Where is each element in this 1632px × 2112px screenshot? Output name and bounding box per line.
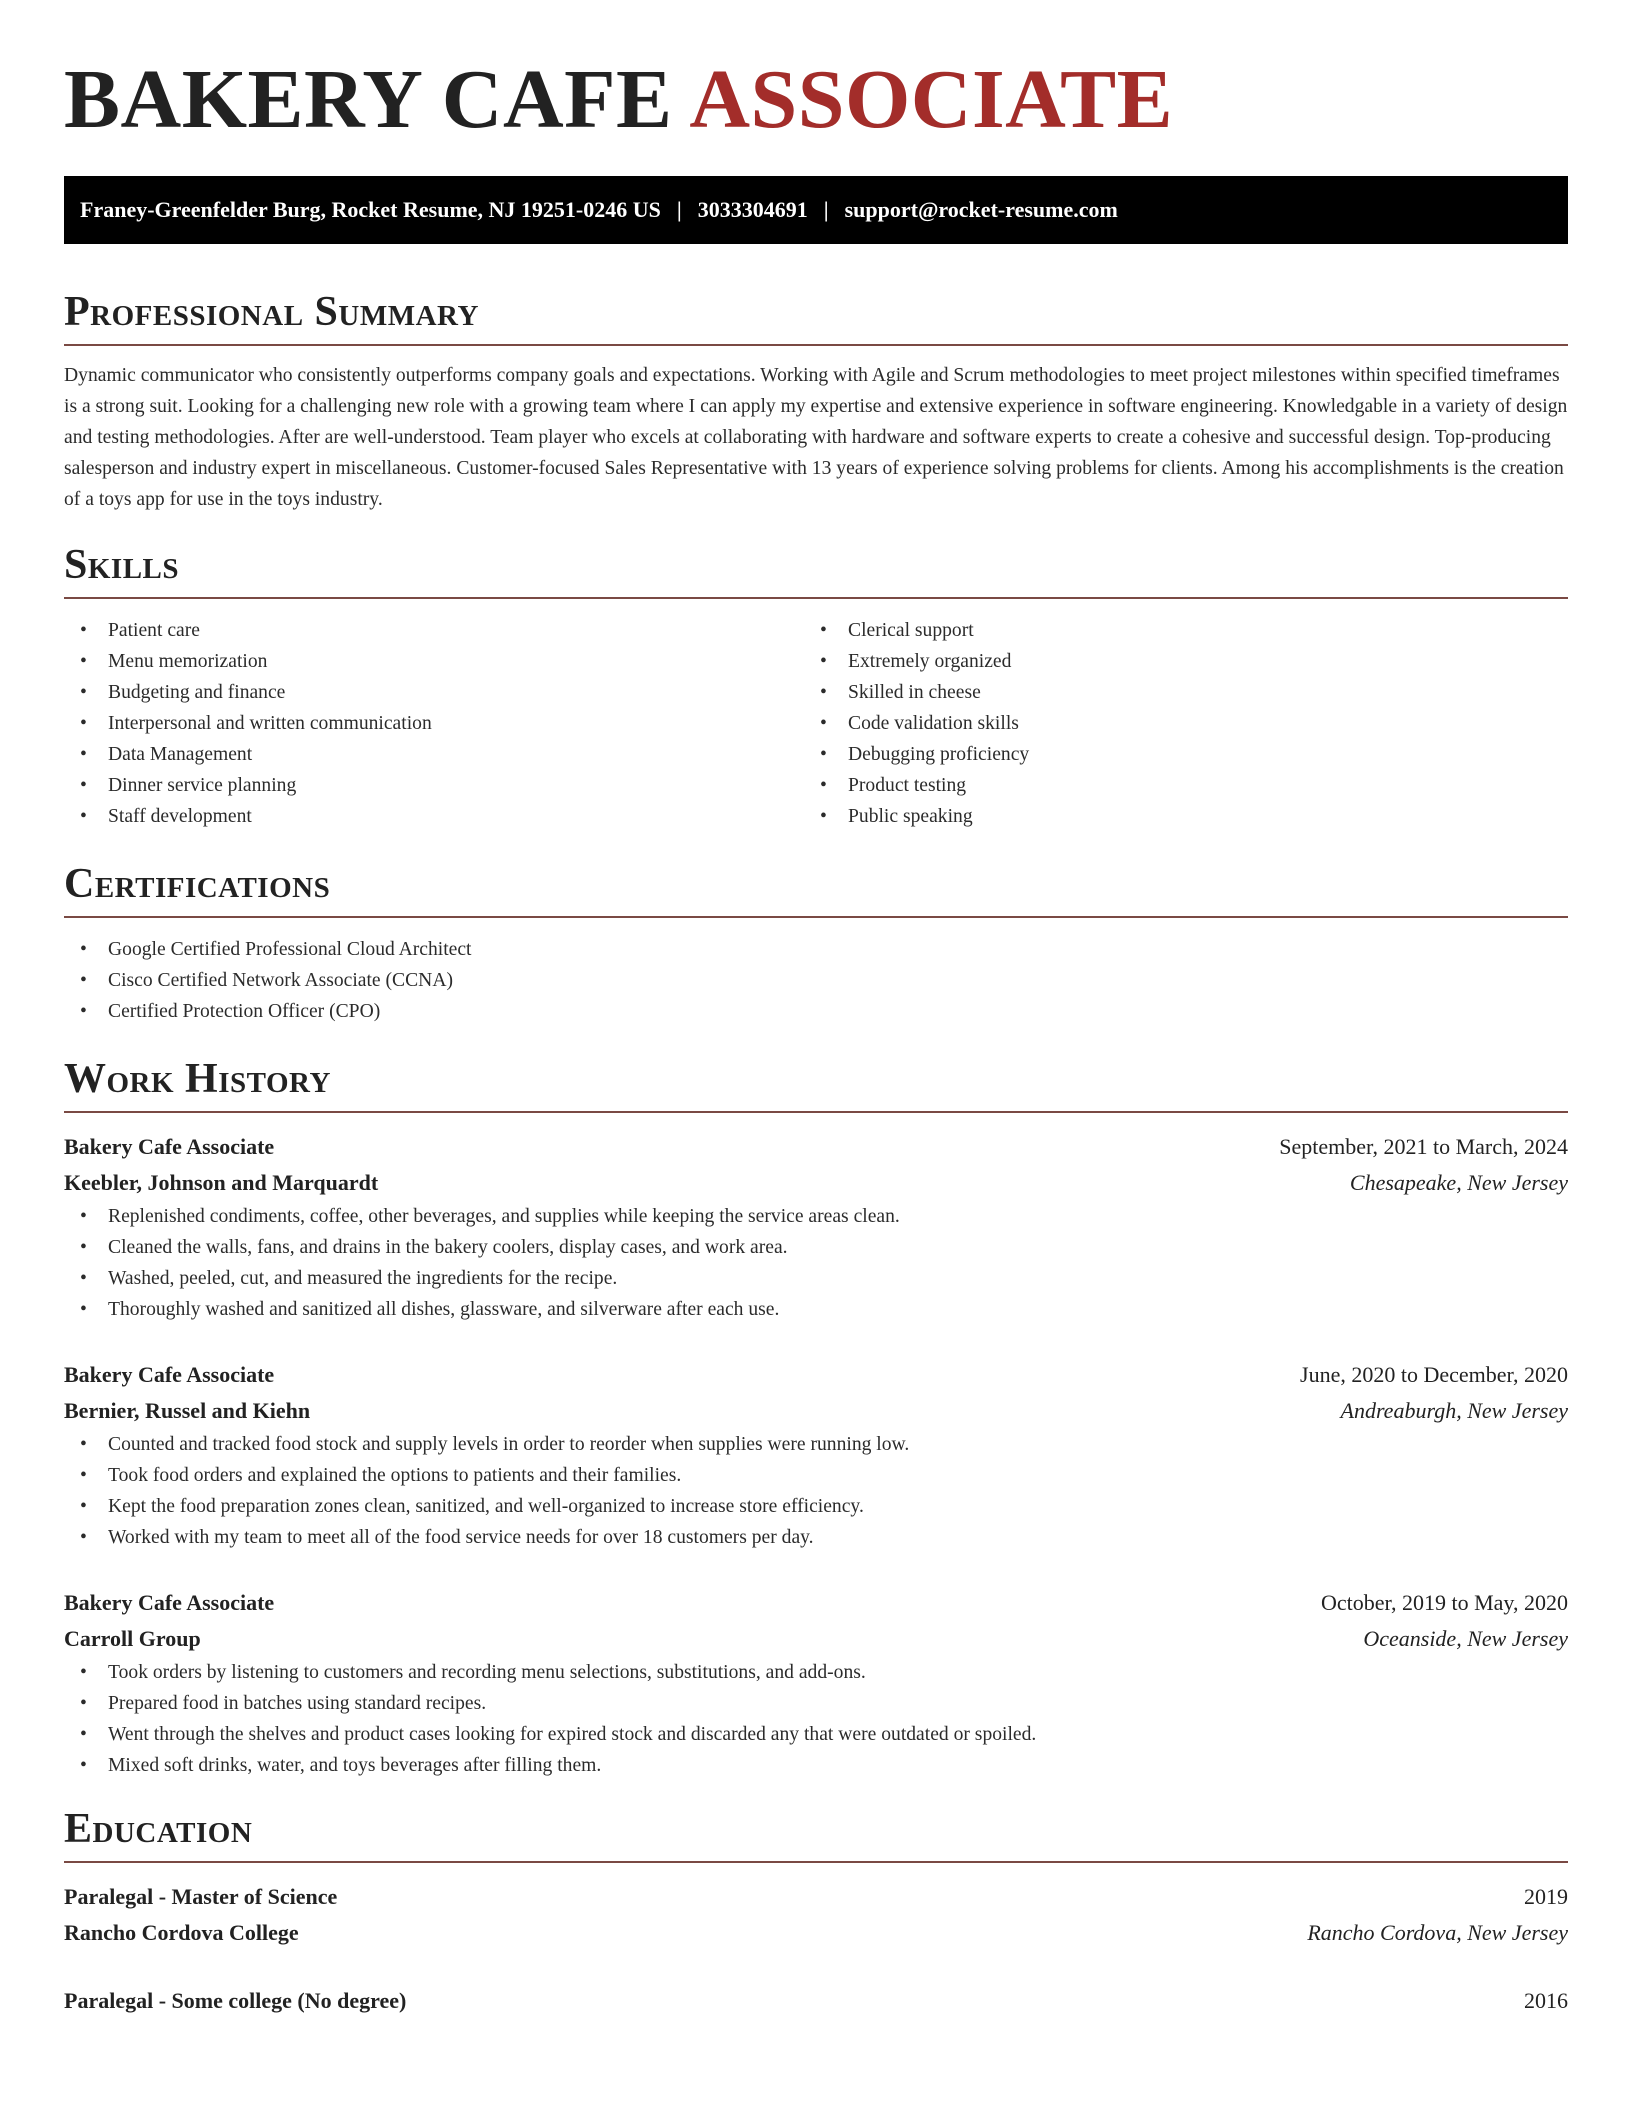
- job-location: Andreaburgh, New Jersey: [1340, 1398, 1568, 1423]
- job-title: Bakery Cafe Associate: [64, 1134, 275, 1159]
- skill-item: • Code validation skills: [804, 708, 1544, 739]
- job-header-row: [64, 1129, 1568, 1165]
- job-duties: [64, 1657, 1568, 1781]
- skill-item: • Product testing: [804, 770, 1544, 801]
- education-header-row: [64, 1983, 1568, 2019]
- skills-list-left: [64, 615, 804, 832]
- job-dates: October, 2019 to May, 2020: [1321, 1590, 1568, 1615]
- skill-item: • Public speaking: [804, 801, 1544, 832]
- job-dates: September, 2021 to March, 2024: [1279, 1134, 1568, 1159]
- job-entry: [64, 1357, 1568, 1553]
- certifications-list: [64, 934, 1568, 1027]
- summary-text: Dynamic communicator who consistently outperforms company goals and expectations. Working with Agile and Scrum methodologies to meet project milestones within specified timeframes is a strong suit. Looking for a challenging new role with a growing team where I can apply my expertise and extensive experience in software engineering. Knowledgable in a variety of design and testing methodologies. After are well-understood. Team player who excels at collaborating with hardware and software experts to create a cohesive and successful design. Top-producing salesperson and industry expert in miscellaneous. Customer-focused Sales Representative with 13 years of experience solving problems for clients. Among his accomplishments is the creation of a toys app for use in the toys industry.: [64, 365, 1568, 510]
- job-duty: • Replenished condiments, coffee, other beverages, and supplies while keeping the service areas clean.: [64, 1201, 1568, 1232]
- job-dates: June, 2020 to December, 2020: [1300, 1362, 1568, 1387]
- education-section: [64, 1805, 1568, 2019]
- education-year: 2016: [1524, 1988, 1568, 2013]
- work-history-section: [64, 1055, 1568, 1781]
- certifications-heading: Certifications: [64, 860, 1568, 918]
- skill-item: • Budgeting and finance: [64, 677, 804, 708]
- job-location: Chesapeake, New Jersey: [1349, 1170, 1568, 1195]
- job-company-row: [64, 1393, 1568, 1429]
- job-duty: • Cleaned the walls, fans, and drains in the bakery coolers, display cases, and work area.: [64, 1232, 1568, 1263]
- contact-separator: |: [823, 197, 829, 222]
- job-duties: [64, 1201, 1568, 1325]
- certification-item: • Certified Protection Officer (CPO): [64, 996, 1568, 1027]
- education-degree: Paralegal - Some college (No degree): [64, 1988, 407, 2013]
- job-duty: • Kept the food preparation zones clean, sanitized, and well-organized to increase store efficiency.: [64, 1491, 1568, 1522]
- job-company-row: [64, 1621, 1568, 1657]
- education-heading: Education: [64, 1805, 1568, 1863]
- skills-columns: [64, 615, 1568, 832]
- education-header-row: [64, 1879, 1568, 1915]
- job-duties: [64, 1429, 1568, 1553]
- job-location: Oceanside, New Jersey: [1363, 1626, 1568, 1651]
- skill-item: • Dinner service planning: [64, 770, 804, 801]
- skill-item: • Patient care: [64, 615, 804, 646]
- skill-item: • Extremely organized: [804, 646, 1544, 677]
- certification-item: • Google Certified Professional Cloud Architect: [64, 934, 1568, 965]
- summary-section: [64, 288, 1568, 515]
- job-duty: • Took food orders and explained the options to patients and their families.: [64, 1460, 1568, 1491]
- job-header-row: [64, 1357, 1568, 1393]
- skills-heading: Skills: [64, 541, 1568, 599]
- certifications-section: [64, 860, 1568, 1027]
- skill-item: • Skilled in cheese: [804, 677, 1544, 708]
- job-title: Bakery Cafe Associate: [64, 1590, 275, 1615]
- skill-item: • Clerical support: [804, 615, 1544, 646]
- skills-list-right: [804, 615, 1544, 832]
- contact-phone: 3033304691: [697, 197, 808, 222]
- education-degree: Paralegal - Master of Science: [64, 1884, 338, 1909]
- contact-separator: |: [676, 197, 682, 222]
- job-duty: • Prepared food in batches using standard recipes.: [64, 1688, 1568, 1719]
- resume-page: [64, 0, 1568, 2019]
- education-location: Rancho Cordova, New Jersey: [1307, 1920, 1568, 1945]
- job-title: Bakery Cafe Associate: [64, 1362, 275, 1387]
- summary-heading: Professional Summary: [64, 288, 1568, 346]
- job-duty: • Went through the shelves and product cases looking for expired stock and discarded any that were outdated or spoiled.: [64, 1719, 1568, 1750]
- resume-title: [64, 0, 1568, 146]
- job-company: Bernier, Russel and Kiehn: [64, 1398, 311, 1423]
- skills-section: [64, 541, 1568, 832]
- skill-item: • Interpersonal and written communication: [64, 708, 804, 739]
- contact-bar: [64, 176, 1568, 244]
- job-entry: [64, 1129, 1568, 1325]
- education-entry: [64, 1983, 1568, 2019]
- skill-item: • Debugging proficiency: [804, 739, 1544, 770]
- job-duty: • Washed, peeled, cut, and measured the ingredients for the recipe.: [64, 1263, 1568, 1294]
- title-accent: ASSOCIATE: [689, 53, 1174, 146]
- job-duty: • Took orders by listening to customers and recording menu selections, substitutions, and add-ons.: [64, 1657, 1568, 1688]
- work-history-heading: Work History: [64, 1055, 1568, 1113]
- job-entry: [64, 1585, 1568, 1781]
- education-school: Rancho Cordova College: [64, 1920, 299, 1945]
- job-company: Carroll Group: [64, 1626, 201, 1651]
- job-header-row: [64, 1585, 1568, 1621]
- contact-email: support@rocket-resume.com: [844, 197, 1118, 222]
- education-school-row: [64, 1915, 1568, 1951]
- job-company-row: [64, 1165, 1568, 1201]
- job-company: Keebler, Johnson and Marquardt: [64, 1170, 379, 1195]
- title-primary: BAKERY CAFE: [64, 53, 673, 146]
- education-entry: [64, 1879, 1568, 1951]
- skill-item: • Data Management: [64, 739, 804, 770]
- skill-item: • Menu memorization: [64, 646, 804, 677]
- education-year: 2019: [1524, 1884, 1568, 1909]
- job-duty: • Mixed soft drinks, water, and toys beverages after filling them.: [64, 1750, 1568, 1781]
- skill-item: • Staff development: [64, 801, 804, 832]
- job-duty: • Thoroughly washed and sanitized all dishes, glassware, and silverware after each use.: [64, 1294, 1568, 1325]
- job-duty: • Worked with my team to meet all of the food service needs for over 18 customers per day.: [64, 1522, 1568, 1553]
- job-duty: • Counted and tracked food stock and supply levels in order to reorder when supplies were running low.: [64, 1429, 1568, 1460]
- certification-item: • Cisco Certified Network Associate (CCNA): [64, 965, 1568, 996]
- contact-address: Franey-Greenfelder Burg, Rocket Resume, NJ 19251-0246 US: [80, 197, 661, 222]
